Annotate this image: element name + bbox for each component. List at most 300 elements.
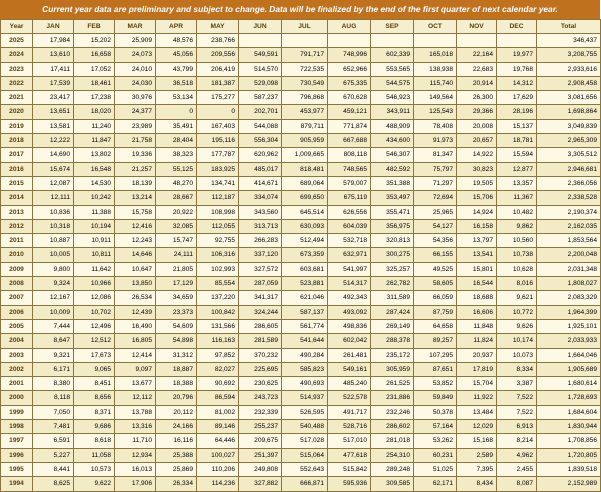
year-cell: 2024 bbox=[1, 48, 33, 62]
month-cell: 49,525 bbox=[414, 262, 457, 276]
month-cell: 102,993 bbox=[197, 262, 239, 276]
month-cell: 491,717 bbox=[328, 405, 371, 419]
column-header-aug: AUG bbox=[328, 20, 371, 34]
column-header-jan: JAN bbox=[33, 20, 74, 34]
month-cell: 286,602 bbox=[371, 420, 414, 434]
table-row bbox=[1, 277, 601, 291]
month-cell: 356,975 bbox=[371, 219, 414, 233]
year-cell: 2006 bbox=[1, 305, 33, 319]
month-cell: 1,009,665 bbox=[282, 148, 328, 162]
month-cell: 112,055 bbox=[197, 219, 239, 233]
month-cell: 771,874 bbox=[328, 119, 371, 133]
month-cell: 17,673 bbox=[74, 348, 115, 362]
month-cell: 673,359 bbox=[282, 248, 328, 262]
month-cell: 149,564 bbox=[414, 91, 457, 105]
month-cell: 12,167 bbox=[33, 291, 74, 305]
month-cell: 15,674 bbox=[33, 162, 74, 176]
month-cell: 10,911 bbox=[74, 234, 115, 248]
month-cell: 107,295 bbox=[414, 348, 457, 362]
month-cell: 287,059 bbox=[239, 277, 282, 291]
month-cell: 587,237 bbox=[239, 91, 282, 105]
month-cell: 183,925 bbox=[197, 162, 239, 176]
table-row bbox=[1, 405, 601, 419]
month-cell: 116,163 bbox=[197, 334, 239, 348]
month-cell: 9,097 bbox=[115, 362, 156, 376]
month-cell: 90,692 bbox=[197, 377, 239, 391]
month-cell: 8,334 bbox=[497, 362, 537, 376]
total-cell: 2,965,309 bbox=[537, 134, 601, 148]
month-cell: 604,039 bbox=[328, 219, 371, 233]
column-header-apr: APR bbox=[156, 20, 197, 34]
month-cell: 12,877 bbox=[497, 162, 537, 176]
month-cell: 15,137 bbox=[497, 119, 537, 133]
month-cell: 549,591 bbox=[239, 48, 282, 62]
month-cell: 59,849 bbox=[414, 391, 457, 405]
month-cell: 541,644 bbox=[282, 334, 328, 348]
month-cell: 10,482 bbox=[497, 205, 537, 219]
month-cell: 243,723 bbox=[239, 391, 282, 405]
month-cell: 526,595 bbox=[282, 405, 328, 419]
month-cell: 20,008 bbox=[457, 119, 497, 133]
month-cell: 13,541 bbox=[457, 248, 497, 262]
month-cell: 7,444 bbox=[33, 319, 74, 333]
month-cell: 16,805 bbox=[115, 334, 156, 348]
month-cell: 12,439 bbox=[115, 305, 156, 319]
column-header-jul: JUL bbox=[282, 20, 328, 34]
total-cell: 2,152,989 bbox=[537, 477, 601, 491]
month-cell: 58,605 bbox=[414, 277, 457, 291]
month-cell: 22,683 bbox=[457, 62, 497, 76]
month-cell: 15,747 bbox=[156, 234, 197, 248]
month-cell: 10,702 bbox=[74, 305, 115, 319]
month-cell: 15,801 bbox=[457, 262, 497, 276]
month-cell: 24,111 bbox=[156, 248, 197, 262]
month-cell: 14,922 bbox=[457, 148, 497, 162]
month-cell: 281,018 bbox=[371, 434, 414, 448]
month-cell: 28,404 bbox=[156, 134, 197, 148]
month-cell: 8,647 bbox=[33, 334, 74, 348]
month-cell: 17,411 bbox=[33, 62, 74, 76]
month-cell: 18,461 bbox=[74, 76, 115, 90]
month-cell: 514,317 bbox=[328, 277, 371, 291]
month-cell: 626,556 bbox=[328, 205, 371, 219]
month-cell: 689,064 bbox=[282, 176, 328, 190]
month-cell: 10,966 bbox=[74, 277, 115, 291]
month-cell: 13,581 bbox=[33, 119, 74, 133]
month-cell: 11,058 bbox=[74, 448, 115, 462]
month-cell: 13,788 bbox=[115, 405, 156, 419]
month-cell: 18,139 bbox=[115, 176, 156, 190]
year-cell: 1995 bbox=[1, 462, 33, 476]
month-cell: 343,911 bbox=[371, 105, 414, 119]
month-cell: 17,539 bbox=[33, 76, 74, 90]
month-cell: 100,842 bbox=[197, 305, 239, 319]
month-cell: 15,202 bbox=[74, 34, 115, 48]
table-row bbox=[1, 262, 601, 276]
month-cell: 13,484 bbox=[457, 405, 497, 419]
month-cell: 266,283 bbox=[239, 234, 282, 248]
month-cell: 38,323 bbox=[156, 148, 197, 162]
month-cell: 286,605 bbox=[239, 319, 282, 333]
month-cell: 10,005 bbox=[33, 248, 74, 262]
month-cell: 100,027 bbox=[197, 448, 239, 462]
month-cell bbox=[414, 34, 457, 48]
month-cell: 10,738 bbox=[497, 248, 537, 262]
month-cell: 667,688 bbox=[328, 134, 371, 148]
month-cell: 434,600 bbox=[371, 134, 414, 148]
total-cell: 3,305,512 bbox=[537, 148, 601, 162]
year-cell: 2014 bbox=[1, 191, 33, 205]
month-cell: 18,388 bbox=[156, 377, 197, 391]
month-cell: 78,408 bbox=[414, 119, 457, 133]
preliminary-data-banner: Current year data are preliminary and subject to change. Data will be finalized by the end of the first quarter of next calendar year. bbox=[0, 0, 600, 19]
month-cell: 48,576 bbox=[156, 34, 197, 48]
year-cell: 2011 bbox=[1, 234, 33, 248]
month-cell: 177,787 bbox=[197, 148, 239, 162]
month-cell: 553,565 bbox=[371, 62, 414, 76]
month-cell: 556,304 bbox=[239, 134, 282, 148]
month-cell: 699,650 bbox=[282, 191, 328, 205]
month-cell: 25,388 bbox=[156, 448, 197, 462]
month-cell: 6,171 bbox=[33, 362, 74, 376]
month-cell: 30,976 bbox=[115, 91, 156, 105]
month-cell bbox=[371, 34, 414, 48]
month-cell: 230,625 bbox=[239, 377, 282, 391]
month-cell: 13,797 bbox=[457, 234, 497, 248]
month-cell: 532,718 bbox=[328, 234, 371, 248]
month-cell: 8,371 bbox=[74, 405, 115, 419]
total-cell: 2,366,056 bbox=[537, 176, 601, 190]
month-cell: 21,257 bbox=[115, 162, 156, 176]
month-cell: 670,628 bbox=[328, 91, 371, 105]
month-cell: 17,819 bbox=[457, 362, 497, 376]
total-cell: 1,853,564 bbox=[537, 234, 601, 248]
month-cell: 23,989 bbox=[115, 119, 156, 133]
month-cell: 261,481 bbox=[328, 348, 371, 362]
month-cell: 232,339 bbox=[239, 405, 282, 419]
month-cell: 19,977 bbox=[497, 48, 537, 62]
year-cell: 1997 bbox=[1, 434, 33, 448]
month-cell: 630,093 bbox=[282, 219, 328, 233]
total-cell: 2,031,348 bbox=[537, 262, 601, 276]
month-cell: 235,172 bbox=[371, 348, 414, 362]
month-cell: 131,566 bbox=[197, 319, 239, 333]
table-row bbox=[1, 62, 601, 76]
month-cell: 91,973 bbox=[414, 134, 457, 148]
total-cell: 1,964,399 bbox=[537, 305, 601, 319]
month-cell: 16,606 bbox=[457, 305, 497, 319]
month-cell: 209,556 bbox=[197, 48, 239, 62]
month-cell: 515,842 bbox=[328, 462, 371, 476]
month-cell: 26,534 bbox=[115, 291, 156, 305]
month-cell: 514,937 bbox=[282, 391, 328, 405]
month-cell: 19,505 bbox=[457, 176, 497, 190]
month-cell: 11,388 bbox=[74, 205, 115, 219]
month-cell: 325,257 bbox=[371, 262, 414, 276]
month-cell: 748,996 bbox=[328, 48, 371, 62]
month-cell: 8,625 bbox=[33, 477, 74, 491]
month-cell: 209,675 bbox=[239, 434, 282, 448]
month-cell: 45,056 bbox=[156, 48, 197, 62]
month-cell: 255,237 bbox=[239, 420, 282, 434]
month-cell: 482,592 bbox=[371, 162, 414, 176]
month-cell: 602,339 bbox=[371, 48, 414, 62]
month-cell: 106,316 bbox=[197, 248, 239, 262]
month-cell: 300,275 bbox=[371, 248, 414, 262]
month-cell bbox=[239, 34, 282, 48]
year-cell: 1994 bbox=[1, 477, 33, 491]
month-cell: 71,297 bbox=[414, 176, 457, 190]
total-cell: 1,728,693 bbox=[537, 391, 601, 405]
month-cell: 498,836 bbox=[328, 319, 371, 333]
month-cell: 261,525 bbox=[371, 377, 414, 391]
month-cell: 138,938 bbox=[414, 62, 457, 76]
month-cell: 512,494 bbox=[282, 234, 328, 248]
month-cell: 8,214 bbox=[497, 434, 537, 448]
month-cell: 54,127 bbox=[414, 219, 457, 233]
year-cell: 2003 bbox=[1, 348, 33, 362]
month-cell: 8,451 bbox=[74, 377, 115, 391]
month-cell: 488,909 bbox=[371, 119, 414, 133]
month-cell: 9,065 bbox=[74, 362, 115, 376]
year-cell: 1999 bbox=[1, 405, 33, 419]
month-cell: 7,050 bbox=[33, 405, 74, 419]
total-cell: 3,081,656 bbox=[537, 91, 601, 105]
month-cell: 108,998 bbox=[197, 205, 239, 219]
month-cell: 10,887 bbox=[33, 234, 74, 248]
total-cell: 1,808,027 bbox=[537, 277, 601, 291]
month-cell: 17,629 bbox=[497, 91, 537, 105]
total-cell: 2,200,048 bbox=[537, 248, 601, 262]
month-cell: 10,628 bbox=[497, 262, 537, 276]
total-cell: 1,664,046 bbox=[537, 348, 601, 362]
month-cell: 6,913 bbox=[497, 420, 537, 434]
month-cell: 11,710 bbox=[115, 434, 156, 448]
month-cell: 34,659 bbox=[156, 291, 197, 305]
month-cell: 490,284 bbox=[282, 348, 328, 362]
month-cell: 14,690 bbox=[33, 148, 74, 162]
month-cell: 546,307 bbox=[371, 148, 414, 162]
table-row bbox=[1, 477, 601, 491]
month-cell: 16,658 bbox=[74, 48, 115, 62]
table-row bbox=[1, 148, 601, 162]
month-cell: 5,227 bbox=[33, 448, 74, 462]
month-cell: 289,248 bbox=[371, 462, 414, 476]
month-cell: 43,799 bbox=[156, 62, 197, 76]
month-cell: 17,129 bbox=[156, 277, 197, 291]
month-cell: 327,882 bbox=[239, 477, 282, 491]
month-cell: 262,782 bbox=[371, 277, 414, 291]
month-cell: 29,366 bbox=[457, 105, 497, 119]
month-cell: 517,028 bbox=[282, 434, 328, 448]
month-cell: 24,010 bbox=[115, 62, 156, 76]
month-cell: 620,962 bbox=[239, 148, 282, 162]
month-cell: 53,852 bbox=[414, 377, 457, 391]
month-cell: 485,017 bbox=[239, 162, 282, 176]
table-row bbox=[1, 319, 601, 333]
month-cell: 514,570 bbox=[239, 62, 282, 76]
month-cell: 7,395 bbox=[457, 462, 497, 476]
month-cell: 320,813 bbox=[371, 234, 414, 248]
month-cell: 16,013 bbox=[115, 462, 156, 476]
month-cell: 544,575 bbox=[371, 76, 414, 90]
month-cell: 796,868 bbox=[282, 91, 328, 105]
month-cell: 254,310 bbox=[371, 448, 414, 462]
table-body bbox=[1, 34, 601, 492]
column-header-year: Year bbox=[1, 20, 33, 34]
month-cell: 14,312 bbox=[497, 76, 537, 90]
month-cell: 528,716 bbox=[328, 420, 371, 434]
total-cell: 1,698,864 bbox=[537, 105, 601, 119]
month-cell: 28,667 bbox=[156, 191, 197, 205]
table-row bbox=[1, 234, 601, 248]
month-cell: 541,997 bbox=[328, 262, 371, 276]
month-cell: 370,232 bbox=[239, 348, 282, 362]
total-cell: 1,720,805 bbox=[537, 448, 601, 462]
column-header-sep: SEP bbox=[371, 20, 414, 34]
month-cell: 7,522 bbox=[497, 405, 537, 419]
table-row bbox=[1, 176, 601, 190]
month-cell: 64,446 bbox=[197, 434, 239, 448]
month-cell: 134,741 bbox=[197, 176, 239, 190]
month-cell: 89,257 bbox=[414, 334, 457, 348]
month-cell: 8,618 bbox=[74, 434, 115, 448]
month-cell: 13,651 bbox=[33, 105, 74, 119]
month-cell: 12,414 bbox=[115, 348, 156, 362]
month-cell: 25,869 bbox=[156, 462, 197, 476]
month-cell: 9,800 bbox=[33, 262, 74, 276]
month-cell: 13,802 bbox=[74, 148, 115, 162]
month-cell: 334,074 bbox=[239, 191, 282, 205]
month-cell: 9,862 bbox=[497, 219, 537, 233]
month-cell: 305,959 bbox=[371, 362, 414, 376]
month-cell: 249,808 bbox=[239, 462, 282, 476]
month-cell: 879,711 bbox=[282, 119, 328, 133]
month-cell: 55,125 bbox=[156, 162, 197, 176]
total-cell: 1,839,518 bbox=[537, 462, 601, 476]
month-cell: 493,092 bbox=[328, 305, 371, 319]
month-cell: 675,335 bbox=[328, 76, 371, 90]
table-row bbox=[1, 377, 601, 391]
month-cell: 12,243 bbox=[115, 234, 156, 248]
month-cell: 10,242 bbox=[74, 191, 115, 205]
month-cell: 0 bbox=[156, 105, 197, 119]
month-cell: 20,796 bbox=[156, 391, 197, 405]
month-cell: 529,098 bbox=[239, 76, 282, 90]
year-cell: 2000 bbox=[1, 391, 33, 405]
month-cell: 9,686 bbox=[74, 420, 115, 434]
month-cell: 10,194 bbox=[74, 219, 115, 233]
month-cell: 17,906 bbox=[115, 477, 156, 491]
month-cell: 16,544 bbox=[457, 277, 497, 291]
month-cell: 13,610 bbox=[33, 48, 74, 62]
month-cell: 603,681 bbox=[282, 262, 328, 276]
month-cell: 21,758 bbox=[115, 134, 156, 148]
month-cell: 137,220 bbox=[197, 291, 239, 305]
column-header-oct: OCT bbox=[414, 20, 457, 34]
month-cell: 585,823 bbox=[282, 362, 328, 376]
month-cell: 9,626 bbox=[497, 319, 537, 333]
month-cell: 20,922 bbox=[156, 205, 197, 219]
month-cell: 31,312 bbox=[156, 348, 197, 362]
table-row bbox=[1, 448, 601, 462]
month-cell: 48,270 bbox=[156, 176, 197, 190]
month-cell: 232,246 bbox=[371, 405, 414, 419]
month-cell: 10,772 bbox=[497, 305, 537, 319]
month-cell: 11,642 bbox=[74, 262, 115, 276]
month-cell: 66,155 bbox=[414, 248, 457, 262]
month-cell: 587,137 bbox=[282, 305, 328, 319]
month-cell: 81,002 bbox=[197, 405, 239, 419]
month-cell: 32,085 bbox=[156, 219, 197, 233]
total-cell: 1,925,101 bbox=[537, 319, 601, 333]
month-cell: 288,378 bbox=[371, 334, 414, 348]
month-cell: 8,087 bbox=[497, 477, 537, 491]
year-cell: 2012 bbox=[1, 219, 33, 233]
month-cell: 165,018 bbox=[414, 48, 457, 62]
month-cell: 167,403 bbox=[197, 119, 239, 133]
month-cell: 351,388 bbox=[371, 176, 414, 190]
month-cell: 206,419 bbox=[197, 62, 239, 76]
year-cell: 2001 bbox=[1, 377, 33, 391]
month-cell: 125,543 bbox=[414, 105, 457, 119]
month-cell: 16,548 bbox=[74, 162, 115, 176]
month-cell: 490,693 bbox=[282, 377, 328, 391]
month-cell: 15,758 bbox=[115, 205, 156, 219]
month-cell: 72,694 bbox=[414, 191, 457, 205]
column-header-may: MAY bbox=[197, 20, 239, 34]
month-cell: 23,417 bbox=[33, 91, 74, 105]
table-row bbox=[1, 391, 601, 405]
month-cell: 621,046 bbox=[282, 291, 328, 305]
month-cell: 10,073 bbox=[497, 348, 537, 362]
table-row bbox=[1, 348, 601, 362]
month-cell: 26,300 bbox=[457, 91, 497, 105]
column-header-jun: JUN bbox=[239, 20, 282, 34]
month-cell: 24,073 bbox=[115, 48, 156, 62]
month-cell: 905,959 bbox=[282, 134, 328, 148]
month-cell: 60,231 bbox=[414, 448, 457, 462]
month-cell: 14,530 bbox=[74, 176, 115, 190]
month-cell: 522,578 bbox=[328, 391, 371, 405]
total-cell: 2,908,458 bbox=[537, 76, 601, 90]
month-cell: 18,887 bbox=[156, 362, 197, 376]
month-cell: 28,196 bbox=[497, 105, 537, 119]
total-cell: 1,708,856 bbox=[537, 434, 601, 448]
month-cell: 202,701 bbox=[239, 105, 282, 119]
month-cell: 311,589 bbox=[371, 291, 414, 305]
month-cell: 54,609 bbox=[156, 319, 197, 333]
month-cell: 112,187 bbox=[197, 191, 239, 205]
year-cell: 2004 bbox=[1, 334, 33, 348]
month-cell: 517,010 bbox=[328, 434, 371, 448]
month-cell: 8,118 bbox=[33, 391, 74, 405]
month-cell bbox=[497, 34, 537, 48]
month-cell: 579,007 bbox=[328, 176, 371, 190]
month-cell: 114,236 bbox=[197, 477, 239, 491]
month-cell: 327,572 bbox=[239, 262, 282, 276]
month-cell: 313,713 bbox=[239, 219, 282, 233]
table-row bbox=[1, 462, 601, 476]
month-cell: 453,977 bbox=[282, 105, 328, 119]
month-cell: 20,112 bbox=[156, 405, 197, 419]
table-row bbox=[1, 162, 601, 176]
total-cell: 3,049,839 bbox=[537, 119, 601, 133]
month-cell: 595,936 bbox=[328, 477, 371, 491]
month-cell: 18,781 bbox=[497, 134, 537, 148]
month-cell: 341,317 bbox=[239, 291, 282, 305]
month-cell: 9,324 bbox=[33, 277, 74, 291]
